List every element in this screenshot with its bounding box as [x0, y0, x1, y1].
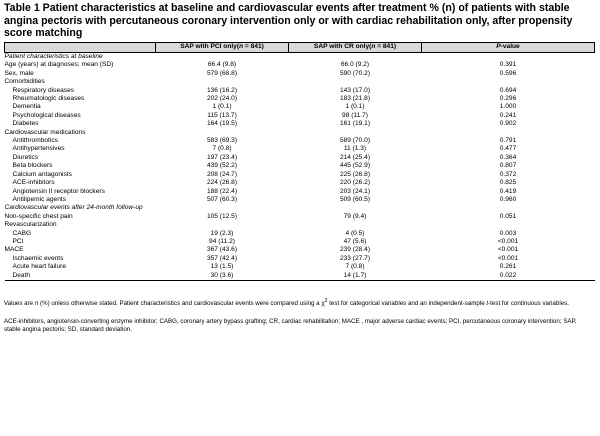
row-label: Antithrombotics [12, 137, 58, 145]
cell-pci-value: 30 (3.6) [156, 272, 289, 281]
cell-cr-value: 225 (26.8) [339, 170, 371, 178]
row-label: Cardiovascular medications [4, 128, 86, 136]
table-row [5, 255, 595, 263]
cell-cr-value [289, 204, 422, 212]
table-row [5, 70, 595, 78]
row-label: Death [5, 272, 156, 281]
cell-p-value [422, 221, 595, 229]
cell-cr-value: 233 (27.7) [339, 254, 371, 262]
cell-pci-value: 105 (12.5) [206, 212, 238, 220]
cell-p-value: 0.477 [499, 145, 517, 153]
row-label: Antihypertensives [12, 145, 65, 153]
cell-pci-value: 583 (69.3) [206, 137, 238, 145]
cell-cr-value: 220 (26.2) [339, 179, 371, 187]
row-label: Patient characteristics at baseline [4, 53, 103, 60]
cell-pci-value: 197 (23.4) [206, 153, 238, 161]
cell-p-value: 0.419 [499, 187, 517, 195]
table-row [5, 213, 595, 221]
header-pci-group: SAP with PCI only(n = 841) [156, 43, 289, 53]
table-row [5, 188, 595, 196]
cell-pci-value: 19 (2.3) [210, 229, 234, 237]
cell-pci-value: 507 (60.3) [206, 195, 238, 203]
row-label: Beta blockers [12, 162, 53, 170]
table-row [5, 230, 595, 238]
row-label: Psychological diseases [12, 111, 81, 119]
row-label: Rheumatologic diseases [12, 95, 85, 103]
cell-cr-value: 79 (9.4) [343, 212, 367, 220]
cell-p-value: <0.001 [497, 246, 519, 254]
row-label: Sex, male [4, 69, 34, 77]
table-row [5, 103, 595, 111]
cell-pci-value: 579 (68.8) [206, 69, 238, 77]
table-title: Table 1 Patient characteristics at baseline and cardiovascular events after treatment % (n) of patients with stable angina pectoris with percutaneous coronary intervention only or with cardiac rehabilitation only, after propensity score matching [4, 2, 573, 39]
cell-p-value: 0.807 [499, 162, 517, 170]
cell-cr-value [289, 78, 422, 86]
cell-pci-value [156, 129, 289, 137]
table-row [5, 87, 595, 95]
cell-p-value: 0.364 [499, 153, 517, 161]
row-label: Diuretics [12, 153, 39, 161]
cell-p-value [422, 204, 595, 212]
row-label: Revascularization [4, 221, 57, 229]
header-characteristic [5, 43, 156, 53]
cell-pci-value: 66.4 (9.8) [207, 61, 237, 69]
row-label: Dementia [12, 103, 41, 111]
table-row [5, 162, 595, 170]
cell-cr-value: 1 (0.1) [345, 103, 365, 111]
table-row [5, 78, 595, 86]
cell-pci-value: 188 (22.4) [206, 187, 238, 195]
cell-pci-value: 439 (52.2) [206, 162, 238, 170]
header-cr-group: SAP with CR only(n = 841) [289, 43, 422, 53]
cell-p-value: 0.596 [499, 69, 517, 77]
row-label: Cardiovascular events after 24-month follow-up [4, 204, 143, 212]
cell-cr-value: 214 (25.4) [339, 153, 371, 161]
cell-cr-value: 66.0 (9.2) [340, 61, 370, 69]
table-row [5, 179, 595, 187]
cell-cr-value: 47 (5.6) [343, 237, 367, 245]
cell-p-value: 0.960 [499, 195, 517, 203]
table-row [5, 129, 595, 137]
cell-pci-value: 164 (19.5) [206, 120, 238, 128]
cell-pci-value [156, 53, 289, 62]
cell-p-value [422, 129, 595, 137]
table-row [5, 196, 595, 204]
cell-cr-value: 590 (70.2) [339, 69, 371, 77]
table-row [5, 204, 595, 212]
cell-cr-value: 11 (1.3) [343, 145, 367, 153]
row-label: Age (years) at diagnoses; mean (SD) [4, 61, 114, 69]
cell-cr-value: 239 (28.4) [339, 246, 371, 254]
cell-cr-value: 509 (60.5) [339, 195, 371, 203]
header-p-value: P-value [422, 43, 595, 53]
table-body [5, 53, 595, 281]
cell-pci-value: 7 (0.8) [212, 145, 232, 153]
cell-p-value [422, 78, 595, 86]
cell-cr-value: 183 (21.8) [339, 95, 371, 103]
table-row [5, 246, 595, 254]
cell-cr-value: 589 (70.0) [339, 137, 371, 145]
cell-pci-value: 136 (16.2) [206, 86, 238, 94]
cell-cr-value: 98 (11.7) [342, 111, 368, 119]
cell-pci-value: 115 (13.7) [207, 111, 237, 119]
row-label: Acute heart failure [12, 263, 67, 271]
row-label: MACE [4, 246, 24, 254]
table-row [5, 263, 595, 271]
table-row [5, 154, 595, 162]
row-label: Angiotensin II receptor blockers [12, 187, 105, 195]
row-label: Non-specific chest pain [4, 212, 73, 220]
cell-cr-value [289, 221, 422, 229]
cell-p-value: <0.001 [497, 237, 519, 245]
cell-p-value [422, 53, 595, 62]
cell-pci-value: 208 (24.7) [206, 170, 238, 178]
row-label: CABG [12, 229, 32, 237]
table-row [5, 112, 595, 120]
table-row [5, 53, 595, 62]
cell-p-value: 0.261 [499, 263, 517, 271]
cell-cr-value: 161 (19.1) [339, 120, 371, 128]
cell-p-value: 0.694 [499, 86, 517, 94]
row-label: Ischaemic events [12, 254, 64, 262]
cell-cr-value: 203 (24.1) [339, 187, 371, 195]
cell-cr-value [289, 129, 422, 137]
cell-pci-value: 94 (11.2) [209, 237, 235, 245]
row-label: Antilipemic agents [12, 195, 67, 203]
table-row [5, 95, 595, 103]
table-row [5, 137, 595, 145]
table-row [5, 221, 595, 229]
cell-pci-value [156, 221, 289, 229]
row-label: Respiratory diseases [12, 86, 75, 94]
cell-p-value: 0.902 [499, 120, 517, 128]
cell-cr-value: 445 (52.9) [339, 162, 371, 170]
table-row [5, 238, 595, 246]
cell-pci-value: 202 (24.0) [206, 95, 238, 103]
cell-p-value: 0.391 [499, 61, 517, 69]
cell-pci-value: 367 (43.6) [206, 246, 238, 254]
cell-p-value: 0.372 [499, 170, 517, 178]
table-row [5, 171, 595, 179]
cell-cr-value: 14 (1.7) [289, 272, 422, 281]
cell-cr-value: 4 (0.5) [345, 229, 365, 237]
table-header-row [5, 43, 595, 53]
row-label: Diabetes [12, 120, 39, 128]
row-label: PCI [12, 237, 24, 245]
footnote-values: Values are n (%) unless otherwise stated. Patient characteristics and cardiovascular events were compared using a $\chi^2$ test for categorical variables and an independent-sample t-test for continuous variables. [4, 298, 569, 308]
cell-pci-value [156, 78, 289, 86]
cell-cr-value: 7 (0.8) [345, 263, 365, 271]
cell-p-value: 0.296 [499, 95, 517, 103]
table-row [5, 120, 595, 128]
cell-p-value: 1.000 [499, 103, 517, 111]
table-row [5, 61, 595, 69]
footnote-abbreviations: ACE-inhibitors, angiotensin-converting enzyme inhibitor; CABG, coronary artery bypass grafting; CR, cardiac rehabilitation; MACE , major adverse cardiac events; PCI, percutaneous coronary intervention; SAP, stable angina pectoris; SD, standard deviation. [4, 318, 577, 333]
cell-p-value: 0.241 [499, 111, 517, 119]
cell-p-value: 0.003 [499, 229, 517, 237]
row-label: ACE-inhibitors [12, 179, 55, 187]
cell-pci-value: 224 (26.8) [206, 179, 238, 187]
cell-cr-value [289, 53, 422, 62]
results-table [4, 42, 595, 281]
table-row [5, 272, 595, 281]
cell-pci-value: 1 (0.1) [212, 103, 232, 111]
cell-p-value: <0.001 [497, 254, 519, 262]
cell-p-value: 0.051 [499, 212, 517, 220]
cell-p-value: 0.825 [499, 179, 517, 187]
cell-pci-value: 357 (42.4) [206, 254, 238, 262]
cell-pci-value: 13 (1.5) [210, 263, 234, 271]
cell-p-value: 0.791 [499, 137, 517, 145]
cell-pci-value [156, 204, 289, 212]
cell-cr-value: 143 (17.0) [339, 86, 371, 94]
cell-p-value: 0.022 [422, 272, 595, 281]
row-label: Calcium antagonists [12, 170, 72, 178]
table-row [5, 145, 595, 153]
row-label: Comorbidities [4, 78, 45, 86]
